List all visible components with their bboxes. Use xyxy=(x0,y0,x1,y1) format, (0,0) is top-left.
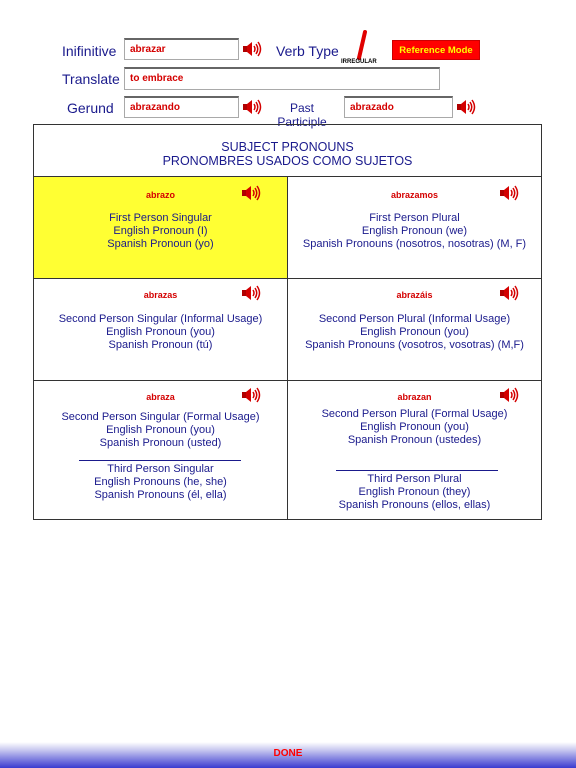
speaker-icon[interactable] xyxy=(499,284,519,302)
cell-second-plural-formal[interactable] xyxy=(288,381,541,519)
person-line: First Person Singular xyxy=(109,212,212,224)
person-line: Second Person Singular (Formal Usage) xyxy=(61,411,260,423)
pronoun-description xyxy=(34,313,287,352)
person-line: Third Person Plural xyxy=(367,473,462,485)
spanish-pronoun-line: Spanish Pronoun (ustedes) xyxy=(347,434,482,446)
conjugated-form: abrazamos xyxy=(390,190,439,200)
pronoun-description xyxy=(288,212,541,251)
infinitive-field[interactable]: abrazar xyxy=(124,38,239,60)
spanish-pronoun-line: Spanish Pronoun (tú) xyxy=(108,339,213,351)
person-line: Second Person Plural (Formal Usage) xyxy=(321,408,508,420)
done-button[interactable]: DONE xyxy=(273,748,303,759)
gerund-label: Gerund xyxy=(67,100,114,116)
table-header xyxy=(34,125,541,177)
cell-second-singular-informal[interactable] xyxy=(34,279,287,380)
gerund-field[interactable]: abrazando xyxy=(124,96,239,118)
spanish-pronoun-line: Spanish Pronouns (nosotros, nosotras) (M, F) xyxy=(302,238,527,250)
english-pronoun-line: English Pronoun (you) xyxy=(106,326,215,338)
english-pronoun-line: English Pronouns (he, she) xyxy=(94,476,227,488)
conjugated-form: abrazo xyxy=(145,190,175,200)
person-line: Second Person Plural (Informal Usage) xyxy=(318,313,511,325)
conjugation-table xyxy=(33,124,542,520)
red-slash-icon xyxy=(354,30,368,60)
person-line: Third Person Singular xyxy=(107,463,214,475)
speaker-icon[interactable] xyxy=(499,386,519,404)
conjugated-form: abrazáis xyxy=(396,290,433,300)
english-pronoun-line: English Pronoun (we) xyxy=(361,225,468,237)
spanish-pronoun-line: Spanish Pronouns (él, ella) xyxy=(94,489,227,501)
table-title-english: SUBJECT PRONOUNS xyxy=(221,140,354,154)
reference-mode-button[interactable]: Reference Mode xyxy=(392,40,480,60)
translate-field[interactable]: to embrace xyxy=(124,67,440,90)
conjugated-form: abrazan xyxy=(397,392,432,402)
spanish-pronoun-line: Spanish Pronouns (ellos, ellas) xyxy=(338,499,491,511)
english-pronoun-line: English Pronoun (you) xyxy=(360,421,469,433)
cell-first-plural[interactable] xyxy=(288,177,541,278)
person-line: Second Person Singular (Informal Usage) xyxy=(58,313,263,325)
translate-label: Translate xyxy=(62,71,120,87)
conjugated-form: abrazas xyxy=(143,290,178,300)
third-person-description xyxy=(288,473,541,512)
person-line: First Person Plural xyxy=(369,212,460,224)
pronoun-description xyxy=(288,313,541,352)
third-person-description xyxy=(34,463,287,502)
spanish-pronoun-line: Spanish Pronoun (usted) xyxy=(99,437,222,449)
speaker-icon[interactable] xyxy=(241,284,261,302)
divider-line xyxy=(79,460,241,461)
spanish-pronoun-line: Spanish Pronoun (yo) xyxy=(107,238,214,250)
english-pronoun-line: English Pronoun (they) xyxy=(358,486,471,498)
cell-second-singular-formal[interactable] xyxy=(34,381,287,519)
verb-type-label: Verb Type xyxy=(276,43,339,59)
past-participle-field[interactable]: abrazado xyxy=(344,96,453,118)
cell-first-singular[interactable] xyxy=(34,177,287,278)
speaker-icon[interactable] xyxy=(242,40,262,58)
past-participle-label: Past Participle xyxy=(277,101,327,129)
table-title-spanish: PRONOMBRES USADOS COMO SUJETOS xyxy=(162,154,413,168)
speaker-icon[interactable] xyxy=(241,184,261,202)
verb-type-value: IRREGULAR xyxy=(341,59,377,65)
speaker-icon[interactable] xyxy=(242,98,262,116)
pronoun-description xyxy=(288,408,541,447)
spanish-pronoun-line: Spanish Pronouns (vosotros, vosotras) (M,F) xyxy=(305,339,524,351)
pronoun-description xyxy=(34,411,287,450)
speaker-icon[interactable] xyxy=(499,184,519,202)
english-pronoun-line: English Pronoun (you) xyxy=(360,326,469,338)
speaker-icon[interactable] xyxy=(241,386,261,404)
cell-second-plural-informal[interactable] xyxy=(288,279,541,380)
english-pronoun-line: English Pronoun (you) xyxy=(106,424,215,436)
pronoun-description xyxy=(34,212,287,251)
speaker-icon[interactable] xyxy=(456,98,476,116)
infinitive-label: Inifinitive xyxy=(62,43,117,59)
english-pronoun-line: English Pronoun (I) xyxy=(113,225,208,237)
divider-line xyxy=(336,470,498,471)
conjugated-form: abraza xyxy=(146,392,175,402)
